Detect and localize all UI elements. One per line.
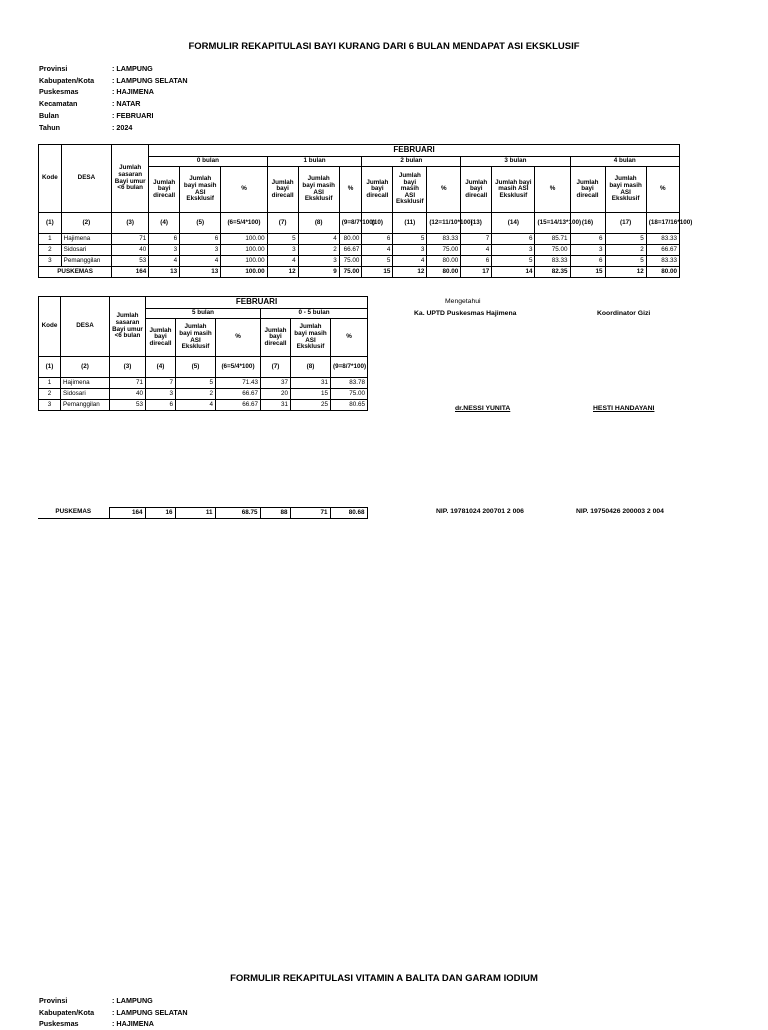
sub-direcall: Jumlah bayi direcall — [362, 167, 393, 213]
form1-title: FORMULIR REKAPITULASI BAYI KURANG DARI 6 BULAN MENDAPAT ASI EKSKLUSIF — [188, 41, 580, 52]
asi-table-5-bulan-total — [38, 507, 368, 519]
left-signer-name: dr.NESSI YUNITA — [455, 405, 511, 412]
month-header: FEBRUARI — [146, 297, 368, 309]
sub-pct: % — [216, 319, 261, 357]
table-row: 1 Hajimena 71 6 6 100.00 5 4 80.00 6 5 83.33 7 6 85.71 6 5 83.33 — [39, 234, 680, 245]
group-4-bulan: 4 bulan — [570, 157, 680, 167]
sub-pct: % — [427, 167, 461, 213]
table-row: 3 Pemanggilan 53 6 4 66.67 31 25 80.65 — [39, 400, 368, 411]
asi-table-5-bulan — [38, 296, 368, 411]
col-sasaran: Jumlah sasaran Bayi umur <6 bulan — [112, 145, 149, 213]
group-1-bulan: 1 bulan — [267, 157, 362, 167]
sub-asi: Jumlah bayi masih ASI Eksklusif — [492, 167, 535, 213]
table-row: 2 Sidosari 40 3 2 66.67 20 15 75.00 — [39, 389, 368, 400]
col-kode: Kode — [39, 297, 61, 357]
sub-direcall: Jumlah bayi direcall — [267, 167, 298, 213]
sub-pct: % — [331, 319, 368, 357]
group-0-5-bulan: 0 - 5 bulan — [261, 309, 368, 319]
form2-title: FORMULIR REKAPITULASI VITAMIN A BALITA DAN GARAM IODIUM — [230, 973, 538, 984]
sub-direcall: Jumlah bayi direcall — [570, 167, 605, 213]
form2-meta — [39, 995, 188, 1030]
asi-table-0-4-bulan — [38, 144, 693, 278]
col-sasaran: Jumlah sasaran Bayi umur <6 bulan — [110, 297, 146, 357]
meta-row-puskesmas: Puskesmas : HAJIMENA — [39, 87, 154, 97]
left-signer-role: Ka. UPTD Puskesmas Hajimena — [414, 310, 517, 317]
meta-row-tahun: Tahun : 2024 — [39, 122, 133, 132]
sub-direcall: Jumlah bayi direcall — [461, 167, 492, 213]
sub-asi: Jumlah bayi masih ASI Eksklusif — [291, 319, 331, 357]
sub-pct: % — [339, 167, 362, 213]
meta-row-puskesmas: Puskesmas : HAJIMENA — [39, 1019, 154, 1029]
group-5-bulan: 5 bulan — [146, 309, 261, 319]
sub-asi: Jumlah bayi masih ASI Eksklusif — [605, 167, 646, 213]
sub-pct: % — [535, 167, 570, 213]
meta-row-kabupaten: Kabupaten/Kota : LAMPUNG SELATAN — [39, 75, 188, 85]
form1-meta — [39, 63, 188, 133]
sub-asi: Jumlah bayi masih ASI Eksklusif — [180, 167, 221, 213]
sub-direcall: Jumlah bayi direcall — [149, 167, 180, 213]
group-0-bulan: 0 bulan — [149, 157, 267, 167]
sub-asi: Jumlah bayi masih ASI Eksklusif — [298, 167, 339, 213]
index-row: (1) (2) (3) (4) (5) (6=5/4*100) (7) (8) (9=8/7*100) (10) (11) (12=11/10*100) (13) (14) (15=14/13*100) (16) (17) (18=17/16*100) — [39, 213, 680, 234]
left-signer-nip: NIP. 19781024 200701 2 006 — [436, 508, 524, 515]
group-2-bulan: 2 bulan — [362, 157, 461, 167]
sub-asi: Jumlah bayi masih ASI Eksklusif — [393, 167, 427, 213]
meta-row-bulan: Bulan : FEBRUARI — [39, 110, 154, 120]
month-header: FEBRUARI — [149, 145, 680, 157]
total-row: PUSKEMAS 164 16 11 68.75 88 71 80.68 — [38, 508, 367, 519]
sub-asi: Jumlah bayi masih ASI Eksklusif — [176, 319, 216, 357]
group-3-bulan: 3 bulan — [461, 157, 570, 167]
sub-pct: % — [221, 167, 267, 213]
table-row: 2 Sidosari 40 3 3 100.00 3 2 66.67 4 3 75.00 4 3 75.00 3 2 66.67 — [39, 245, 680, 256]
mengetahui-label: Mengetahui — [445, 298, 481, 305]
meta-row-provinsi: Provinsi : LAMPUNG — [39, 64, 153, 73]
col-kode: Kode — [39, 145, 62, 213]
total-row: PUSKEMAS 164 13 13 100.00 12 9 75.00 15 12 80.00 17 14 82.35 15 12 80.00 — [39, 267, 680, 278]
sub-direcall: Jumlah bayi direcall — [261, 319, 291, 357]
right-signer-nip: NIP. 19750426 200003 2 004 — [576, 508, 664, 515]
meta-row-provinsi: Provinsi : LAMPUNG — [39, 996, 153, 1005]
table-row: 3 Pemanggilan 53 4 4 100.00 4 3 75.00 5 4 80.00 6 5 83.33 6 5 83.33 — [39, 256, 680, 267]
right-signer-name: HESTI HANDAYANI — [593, 405, 655, 412]
col-desa: DESA — [61, 297, 110, 357]
sub-direcall: Jumlah bayi direcall — [146, 319, 176, 357]
table-row: 1 Hajimena 71 7 5 71.43 37 31 83.78 — [39, 378, 368, 389]
sub-pct: % — [646, 167, 679, 213]
right-signer-role: Koordinator Gizi — [597, 310, 651, 317]
index-row: (1) (2) (3) (4) (5) (6=5/4*100) (7) (8) (9=8/7*100) — [39, 357, 368, 378]
col-desa: DESA — [61, 145, 111, 213]
meta-row-kecamatan: Kecamatan : NATAR — [39, 99, 141, 109]
meta-row-kabupaten: Kabupaten/Kota : LAMPUNG SELATAN — [39, 1007, 188, 1017]
